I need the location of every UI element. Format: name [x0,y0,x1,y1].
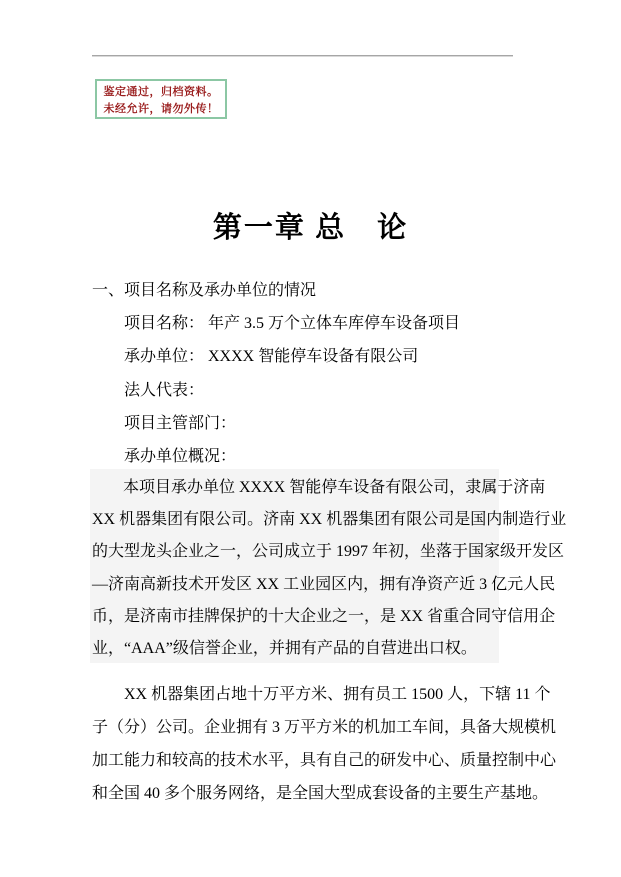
stamp-line-1: 鉴定通过，归档资料。 [103,86,219,98]
header-divider [92,55,513,57]
paragraph-line: 币，是济南市挂牌保护的十大企业之一，是 XX 省重合同守信用企 [92,607,556,625]
field-unit-overview: 承办单位概况： [124,448,237,465]
paragraph-line: 业，“AAA”级信誉企业，并拥有产品的自营进出口权。 [92,640,477,658]
field-legal-representative: 法人代表： [124,382,205,399]
field-undertaking-unit: 承办单位： XXXX 智能停车设备有限公司 [124,348,419,365]
chapter-title: 第一章 总 论 [212,212,409,244]
approval-stamp-box [95,79,227,119]
field-project-department: 项目主管部门： [124,415,237,432]
paragraph-line: XX 机器集团有限公司。济南 XX 机器集团有限公司是国内制造行业 [92,511,567,529]
paragraph-line: —济南高新技术开发区 XX 工业园区内，拥有净资产近 3 亿元人民 [92,575,556,593]
field-project-name: 项目名称： 年产 3.5 万个立体车库停车设备项目 [124,315,461,332]
paragraph-line: 的大型龙头企业之一，公司成立于 1997 年初，坐落于国家级开发区 [92,543,565,561]
company-overview-paragraph [90,469,567,663]
paragraph-line: 加工能力和较高的技术水平，具有自己的研发中心、质量控制中心 [92,752,557,769]
paragraph-line: 子（分）公司。企业拥有 3 万平方米的机加工车间，具备大规模机 [92,719,557,736]
stamp-line-2: 未经允许，请勿外传！ [103,103,219,115]
paragraph-line: 本项目承办单位 XXXX 智能停车设备有限公司，隶属于济南 [123,479,546,496]
section-heading: 一、项目名称及承办单位的情况 [92,282,317,299]
paragraph-line: 和全国 40 多个服务网络，是全国大型成套设备的主要生产基地。 [92,785,549,802]
paragraph-line: XX 机器集团占地十万平方米、拥有员工 1500 人，下辖 11 个 [124,686,551,703]
